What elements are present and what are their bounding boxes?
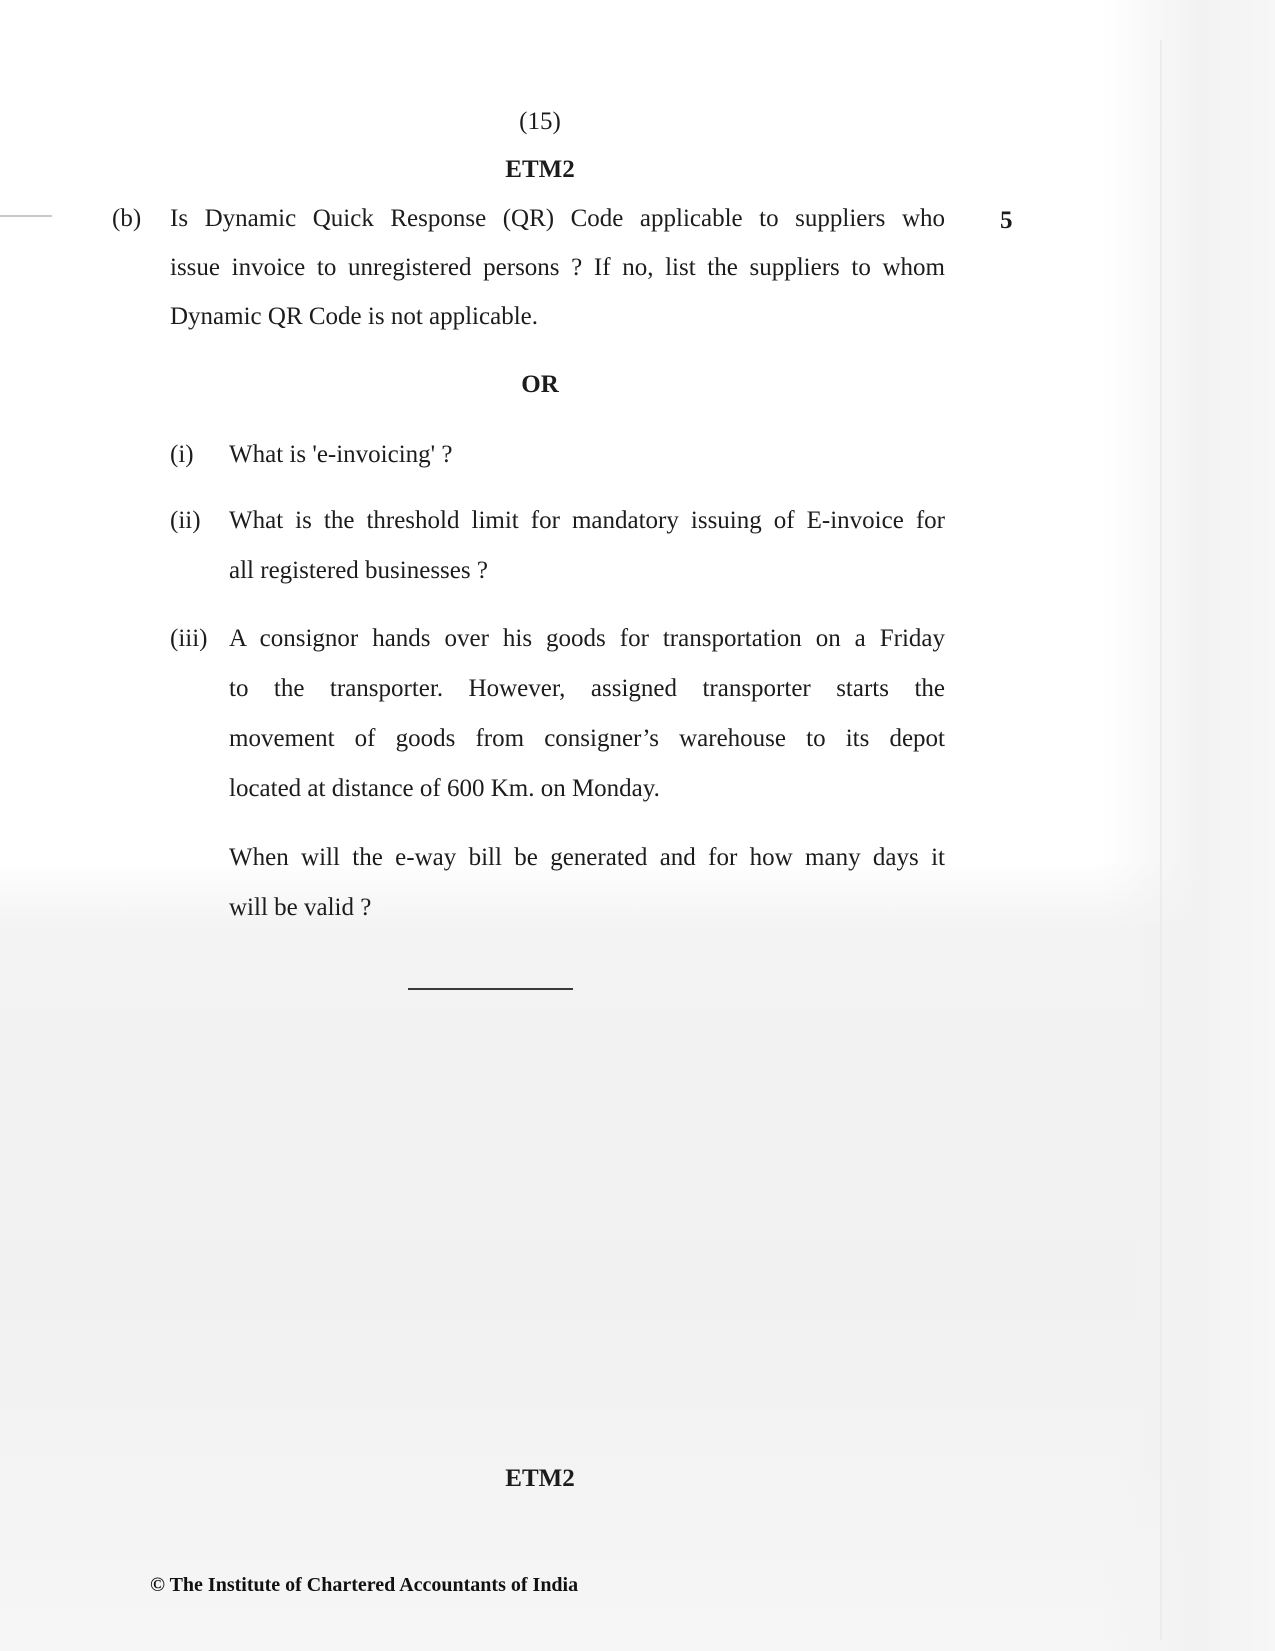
question-b-line-2: issue invoice to unregistered persons ? If no, list the suppliers to whom: [170, 254, 945, 281]
or-separator: OR: [521, 371, 559, 398]
page-number: (15): [519, 108, 561, 135]
sub-question-i-label: (i): [170, 441, 194, 468]
question-b-line-1: Is Dynamic Quick Response (QR) Code applicable to suppliers who: [170, 205, 945, 232]
scan-edge-line: [1160, 40, 1162, 1640]
sub-question-i-line-1: What is 'e-invoicing' ?: [229, 441, 453, 468]
question-b-marks: 5: [1000, 207, 1013, 234]
sub-question-iii-line-3: movement of goods from consigner’s warehouse to its depot: [229, 725, 945, 752]
sub-question-iii-line-1: A consignor hands over his goods for transportation on a Friday: [229, 625, 945, 652]
paper-code-bottom: ETM2: [505, 1465, 575, 1492]
sub-question-iii-line-4: located at distance of 600 Km. on Monday.: [229, 775, 660, 802]
end-of-question-rule: [408, 988, 573, 990]
sub-question-ii-line-1: What is the threshold limit for mandatory issuing of E-invoice for: [229, 507, 945, 534]
sub-question-ii-line-2: all registered businesses ?: [229, 557, 488, 584]
question-b-label: (b): [112, 205, 142, 232]
sub-question-iii-line-2: to the transporter. However, assigned transporter starts the: [229, 675, 945, 702]
scan-margin-mark: [0, 215, 52, 217]
question-b-line-3: Dynamic QR Code is not applicable.: [170, 303, 538, 330]
copyright-footer: © The Institute of Chartered Accountants of India: [150, 1574, 579, 1596]
sub-question-iii-followup-1: When will the e-way bill be generated and for how many days it: [229, 844, 945, 871]
sub-question-ii-label: (ii): [170, 507, 201, 534]
sub-question-iii-followup-2: will be valid ?: [229, 894, 372, 921]
scan-shadow-right: [1100, 0, 1275, 1651]
paper-code-top: ETM2: [505, 156, 575, 183]
sub-question-iii-label: (iii): [170, 625, 208, 652]
